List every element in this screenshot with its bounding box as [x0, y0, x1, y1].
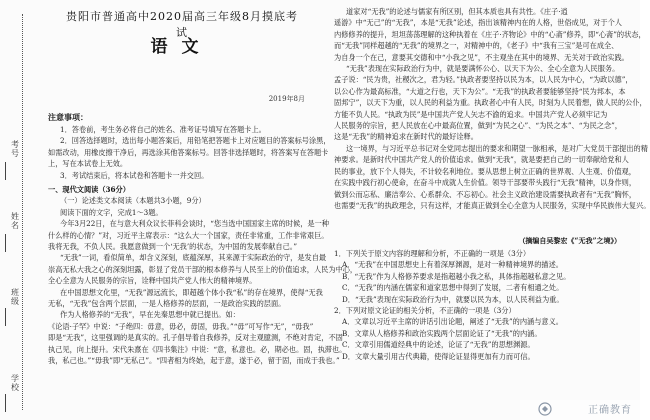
passage-line: 方能不负人民。“执政为民”是中国共产党人矢志不渝的追求。中国共产党人必须牢记为 — [334, 109, 608, 119]
exam-date: 2019年8月 — [268, 95, 305, 103]
question-title: 1．下列关于原文内容的理解和分析，不正确的一项是（3分） — [334, 249, 531, 258]
passage-line: 而“无我”同样超越的“无我”的境界之一，对精神中的，《老子》中“我有三宝”是可在成全、 — [334, 41, 619, 51]
passage-line: 在实践中践行初心使命，在奋斗中成就人生价值。领导干部要带头践行“无我”精神，以身作则， — [334, 178, 637, 188]
watermark-text: 正确教育 — [588, 405, 632, 416]
passage-line: 无私，“无我”包含两个层面，一是人格修养的层面，一是政治实践的层面。 — [48, 299, 286, 309]
passage-line: 作为人格修养的“无我”，早在先秦思想中就已提出。如： — [60, 310, 240, 320]
passage-line: 即是“无我”，这里强调的是真实的。孔子倡导着自我修养，反对主观臆测，不绝对肯定，不固 — [48, 333, 343, 343]
passage-continuation — [334, 6, 650, 211]
passage-line: 民的事业，放下个人得失，不计较名利地位。要从思想上树立正确的世界观、人生观、价值观， — [334, 166, 636, 176]
question-option: B．“无我”作为人格修养要求是指超越小我之私，具体指超越私意之见。 — [342, 271, 571, 281]
passage-line: 做到公而忘私、廉洁奉公、心系群众、不忘初心。社会主义政治建设需要执政者有“无我”胸怀， — [334, 189, 637, 199]
passage-line: 什么样的心情？”对，习近平主席表示：“这么大一个国家，责任非常重，工作非常艰巨。 — [48, 230, 329, 240]
question-title: 2．下列对原文论证的相关分析，不正确的一项是（3分） — [334, 306, 516, 316]
passage-line: 崇高无私大我之心的深刻坦露，彰显了党员干部的根本修养与人民至上的价值追求，人民为中心， — [48, 264, 358, 274]
passage-line: “无我”表现在实际政治行为中，就是要满怀公心、以天下为公、全心全意为人民服务。 — [346, 64, 620, 74]
note-line: 3．考试结束后，将本试卷和答题卡一并交回。 — [60, 170, 209, 180]
subsection-title: （一）论述类文本阅读（本题共3小题，9分） — [60, 196, 206, 206]
question-option: A．“无我”在中国思想史上有着深厚渊源，是对一种精神境界的描述。 — [342, 260, 563, 270]
left-column — [40, 0, 358, 420]
reading-section — [48, 184, 358, 367]
passage-line: 遥游》中“无己”的“无我”，本是“无我”论述，指出该精神内在的人格，世俗成见，对于个人 — [334, 18, 622, 28]
exam-title: 贵阳市普通高中2020届高三年级8月摸底考试 — [66, 10, 298, 39]
subject-title: 语文 — [150, 37, 213, 57]
passage-line: 为自身一个在己，意要其交德和中“小我之见”，不主观坐在其中的境界、无关对于政治实践。 — [334, 52, 629, 62]
name-field — [5, 234, 16, 252]
binding-label-school: 学校 — [11, 374, 19, 392]
question-option: C．“无我”的内涵在儒家和道家思想中得到了发展，二者有相通之处。 — [342, 283, 564, 293]
passage-line: 神要求。是新时代中国共产党人的价值追求。做到“无我”，就是要把自己的一切奉献给党和人 — [334, 155, 629, 165]
passage-line: 这是“无我”的精神追求在新时代的最好诠释。 — [334, 132, 478, 142]
passage-line: 执己见，向上提升。宋代朱熹在《四书集注》中说：“意，私意也。必，期必也。固，执滞也。 — [48, 344, 347, 354]
reading-instruction: 阅读下面的文字，完成1～3题。 — [60, 207, 163, 217]
passage-line: 我将无我，不负人民。我愿意做到一个‘无我’的状态，为中国的发展奉献自己。” — [48, 242, 298, 252]
passage-line: “无我”一词，看似简单，却含义深刻，底蕴深厚，其来源于实际政治的守，是发自最 — [60, 253, 327, 263]
watermark — [520, 400, 640, 420]
passage-line: 内修修养的提升，坦坦荡荡理解的这种执着在《庄子·齐物论》中的“心斋”修养，即“心斋”的状态， — [334, 29, 646, 39]
exam-number-field — [5, 162, 16, 180]
passage-source: （摘编自吴黎宏《“无我”之境》） — [518, 236, 621, 245]
note-line: 1．答卷前，考生务必将自己的姓名、准考证号填写在答题卡上。 — [60, 125, 266, 134]
question-block — [334, 248, 634, 362]
note-line: 2．回答选择题时，选出每小题答案后，用铅笔把答题卡上对应题目的答案标号涂黑， — [60, 136, 331, 146]
school-field — [5, 394, 16, 412]
passage-line: 在中国思想文化里，“无我”源远流长，即超越个体小我“私”的存在境界，使得“无我 — [60, 287, 323, 297]
passage-line: 这一境界，与习近平总书记对全党同志提出的要求和期望一脉相承，是对广大党员干部提出的精 — [346, 143, 648, 153]
section-title: 一、现代文阅读（36分） — [48, 185, 130, 194]
note-line: 上，写在本试卷上无效。 — [48, 159, 128, 169]
notes-list — [48, 124, 331, 181]
note-line: 如需改动，用橡皮擦干净后，再选涂其他答案标号。回答非选择题时，将答案写在答题卡 — [48, 147, 329, 157]
binding-label-exam-number: 考号 — [11, 140, 19, 158]
passage-line: 今年3月22日，在与意大利众议长菲科会谈时，“您当选中国国家主席的时候，是一种 — [60, 219, 329, 229]
class-field — [5, 308, 16, 326]
right-column — [330, 0, 650, 420]
passage-line: 人民服务的宗旨，把人民放在心中最高位置，做到“为民之心”、“为民之本”、“为民之念”， — [334, 121, 622, 131]
question-option: D．“无我”表现在实际政治行为中，就要以民为本，以人民利益为重。 — [342, 294, 564, 304]
question-option: B．文章从人格修养和政治实践两个层面论证了“无我”的内涵。 — [342, 328, 542, 338]
question-option: C．文章引用儒道经典中的论述，论证了“无我”的思想渊源。 — [342, 340, 535, 350]
seal-dotted-line — [22, 14, 23, 410]
passage-line: 全心全意为人民服务的宗旨，诠释中国共产党人伟大的精神境界。 — [48, 276, 257, 286]
binding-label-name: 姓名 — [11, 212, 19, 230]
passage-line: 固邦宁”，以天下为重，以人民的利益为重。执政者心中有人民，时刻为人民着想，做人民的公仆， — [334, 98, 647, 108]
passage-line: 《论语·子罕》中说：“子绝四：毋意，毋必，毋固，毋我。”“毋”可写作“无”，“毋我” — [48, 321, 314, 331]
passage-line: 道家对“无我”的论述与儒家有所区别，但其本质也具有共性。《庄子·逍 — [346, 7, 568, 16]
binding-margin — [0, 0, 36, 420]
passage-line: 我，私己也。”“毋我”即“无私己”。“四者相为终始，起于意，遂于必，留于固，而成于我也。” — [48, 356, 340, 366]
passage-line: 以公心作为最高标准，“大道之行也，天下为公”。“无我”的执政者要能够坚持“民为邦本，本 — [334, 86, 626, 96]
watermark-logo-icon — [538, 402, 552, 416]
passage-line: 孟子说：“民为贵，社稷次之，君为轻。”执政者要坚持以民为本，以人民为中心，“为政以德”， — [334, 75, 633, 85]
question-option: A．文章以习近平主席的讲话引出论题，阐述了“无我”的内涵与意义。 — [342, 317, 563, 327]
binding-label-class: 班级 — [11, 288, 19, 306]
question-option: D．文章大量引用古代典籍，使得论证显得更加有力而可信。 — [342, 351, 535, 361]
passage-line: 也需要“无我”的执政理念，只有这样，才能真正做到全心全意为人民服务，实现中华民族伟大复兴。 — [334, 200, 650, 210]
notes-title: 注意事项： — [48, 112, 88, 122]
